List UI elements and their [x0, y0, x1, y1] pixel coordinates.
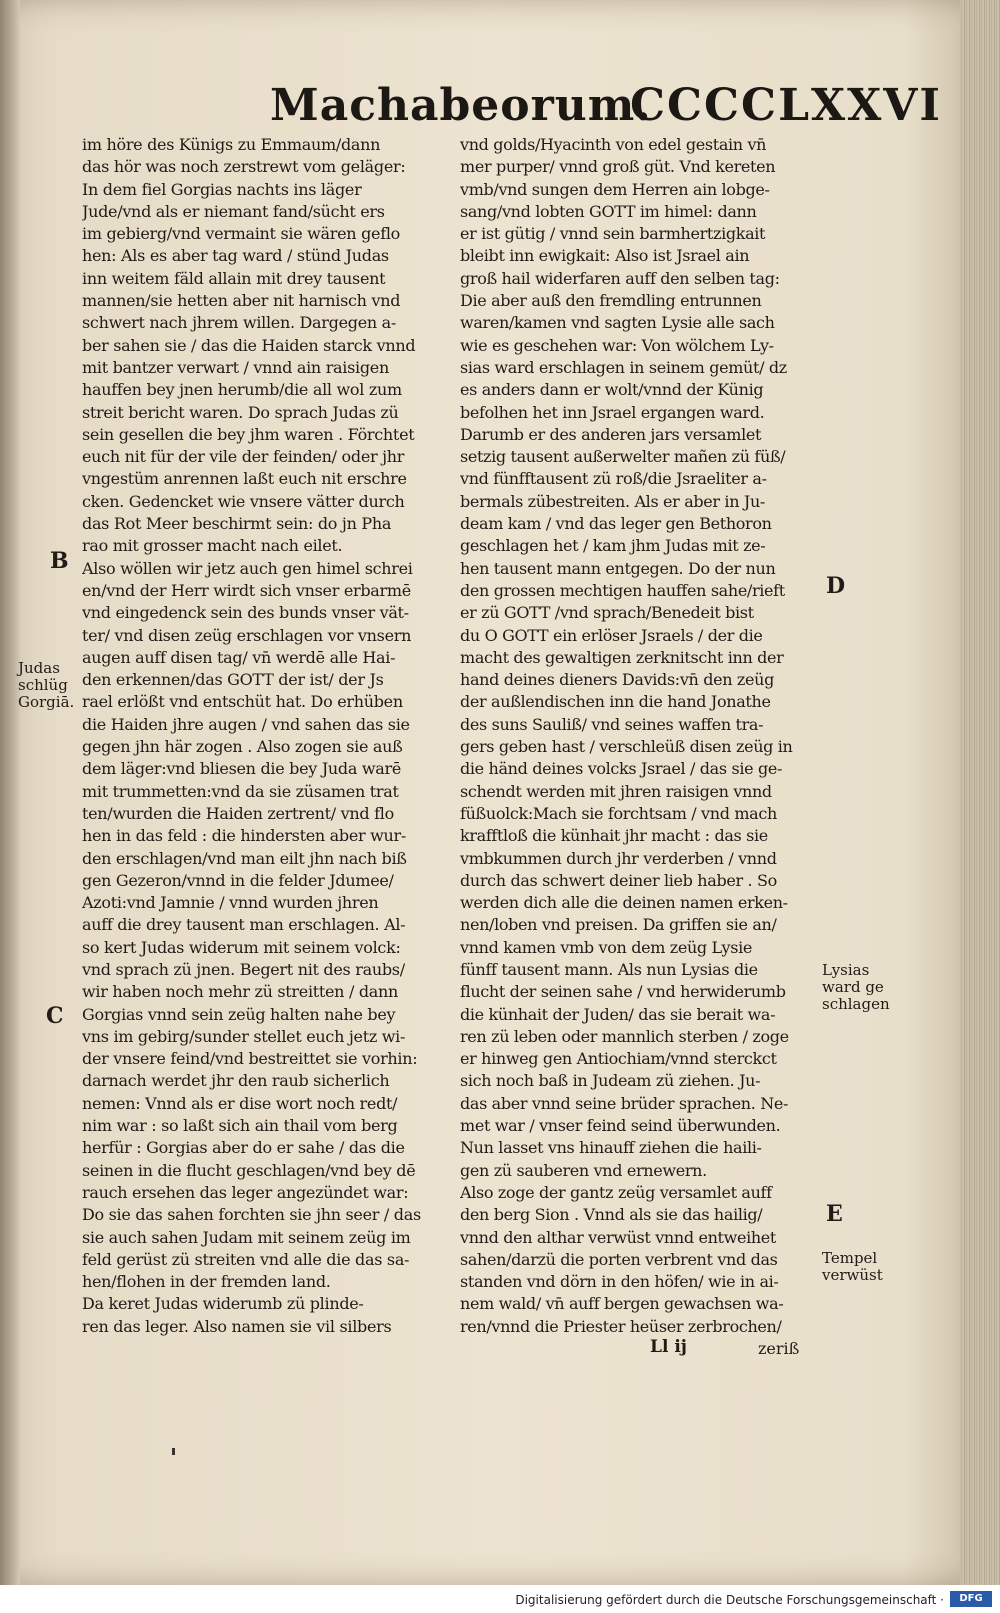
- page-stack-edge: [960, 0, 1000, 1585]
- text-line: groß hail widerfaren auff den selben tag:: [460, 268, 780, 288]
- text-line: Do sie das sahen forchten sie jhn seer / das: [82, 1205, 421, 1225]
- footer-credit: Digitalisierung gefördert durch die Deutsche Forschungsgemeinschaft ·: [515, 1593, 944, 1607]
- text-line: hen tausent mann entgegen. Do der nun: [460, 558, 776, 578]
- section-mark-b: B: [50, 548, 69, 574]
- text-line: er ist gütig / vnnd sein barmhertzigkait: [460, 224, 766, 244]
- text-line: vnnd kamen vmb von dem zeüg Lysie: [460, 937, 752, 957]
- text-line: ren/vnnd die Priester heüser zerbrochen/: [460, 1316, 782, 1336]
- text-line: gen Gezeron/vnnd in die felder Jdumee/: [82, 870, 394, 890]
- text-line: so kert Judas widerum mit seinem volck:: [82, 937, 401, 957]
- text-line: du O GOTT ein erlöser Jsraels / der die: [460, 625, 763, 645]
- text-line: ter/ vnd disen zeüg erschlagen vor vnsern: [82, 625, 412, 645]
- margin-note-line: verwüst: [822, 1266, 883, 1284]
- text-line: den erschlagen/vnd man eilt jhn nach biß: [82, 848, 407, 868]
- section-mark-e: E: [826, 1201, 843, 1227]
- text-line: feld gerüst zü streiten vnd alle die das sa-: [82, 1249, 410, 1269]
- text-line: sang/vnd lobten GOTT im himel: dann: [460, 201, 757, 221]
- text-line: die künhait der Juden/ das sie berait wa-: [460, 1004, 776, 1024]
- running-title: Machabeorum.: [270, 80, 652, 131]
- text-line: en/vnd der Herr wirdt sich vnser erbarmē: [82, 580, 411, 600]
- text-line: vnd sprach zü jnen. Begert nit des raubs/: [82, 959, 405, 979]
- text-line: werden dich alle die deinen namen erken-: [460, 893, 788, 913]
- text-line: Nun lasset vns hinauff ziehen die haili-: [460, 1138, 762, 1158]
- text-line: standen vnd dörn in den höfen/ wie in ai-: [460, 1272, 779, 1292]
- margin-note-line: ward ge: [822, 978, 884, 996]
- text-line: mannen/sie hetten aber nit harnisch vnd: [82, 291, 401, 311]
- text-line: vnd fünfftausent zü roß/die Jsraeliter a-: [460, 469, 767, 489]
- text-line: Jude/vnd als er niemant fand/sücht ers: [82, 201, 385, 221]
- text-line: vmb/vnd sungen dem Herren ain lobge-: [460, 179, 770, 199]
- text-line: das aber vnnd seine brüder sprachen. Ne-: [460, 1093, 789, 1113]
- ink-speck: [172, 1448, 175, 1455]
- text-line: schendt werden mit jhren raisigen vnnd: [460, 781, 772, 801]
- text-line: darnach werdet jhr den raub sicherlich: [82, 1071, 390, 1091]
- text-line: mer purper/ vnnd groß güt. Vnd kereten: [460, 157, 776, 177]
- margin-note-line: Gorgiā.: [18, 693, 75, 711]
- text-line: Also zoge der gantz zeüg versamlet auff: [460, 1182, 772, 1202]
- text-line: deam kam / vnd das leger gen Bethoron: [460, 514, 772, 534]
- section-mark-d: D: [826, 573, 846, 599]
- text-line: ren zü leben oder mannlich sterben / zoge: [460, 1026, 789, 1046]
- text-line: vmbkummen durch jhr verderben / vnnd: [460, 848, 777, 868]
- text-line: hauffen bey jnen herumb/die all wol zum: [82, 380, 402, 400]
- text-line: seinen in die flucht geschlagen/vnd bey dē: [82, 1160, 416, 1180]
- folio-number: CCCCLXXVI: [630, 80, 943, 131]
- dfg-logo: DFG: [950, 1591, 992, 1607]
- left-text-column: [82, 134, 452, 1338]
- text-line: gen zü sauberen vnd ernewern.: [460, 1160, 707, 1180]
- text-line: waren/kamen vnd sagten Lysie alle sach: [460, 313, 775, 333]
- text-line: ber sahen sie / das die Haiden starck vnnd: [82, 335, 416, 355]
- text-line: Gorgias vnnd sein zeüg halten nahe bey: [82, 1004, 396, 1024]
- text-line: bermals zübestreiten. Als er aber in Ju-: [460, 491, 765, 511]
- text-line: dem läger:vnd bliesen die bey Juda warē: [82, 759, 402, 779]
- text-line: hand deines dieners Davids:vn̄ den zeüg: [460, 670, 774, 690]
- signature-mark: Ll ij: [650, 1337, 687, 1357]
- margin-note-judas: [18, 660, 78, 711]
- text-line: ren das leger. Also namen sie vil silbers: [82, 1316, 392, 1336]
- text-line: herfür : Gorgias aber do er sahe / das die: [82, 1138, 405, 1158]
- text-line: streit bericht waren. Do sprach Judas zü: [82, 402, 399, 422]
- text-line: vngestüm anrennen laßt euch nit erschre: [82, 469, 407, 489]
- text-line: vnd golds/Hyacinth von edel gestain vn̄: [460, 135, 767, 154]
- text-line: rael erlößt vnd entschüt hat. Do erhüben: [82, 692, 403, 712]
- text-line: rauch ersehen das leger angezündet war:: [82, 1182, 409, 1202]
- text-line: durch das schwert deiner lieb haber . So: [460, 870, 777, 890]
- text-line: met war / vnser feind seind überwunden.: [460, 1116, 781, 1136]
- text-line: hen: Als es aber tag ward / stünd Judas: [82, 246, 389, 266]
- text-line: die Haiden jhre augen / vnd sahen das sie: [82, 714, 410, 734]
- text-line: der außlendischen inn die hand Jonathe: [460, 692, 771, 712]
- section-mark-c: C: [46, 1003, 64, 1029]
- text-line: mit trummetten:vnd da sie züsamen trat: [82, 781, 399, 801]
- text-line: Also wöllen wir jetz auch gen himel schrei: [82, 558, 413, 578]
- right-text-column: [460, 134, 840, 1338]
- text-line: er hinweg gen Antiochiam/vnnd sterckct: [460, 1049, 777, 1069]
- text-line: vnnd den althar verwüst vnnd entweihet: [460, 1227, 776, 1247]
- text-line: hen/flohen in der fremden land.: [82, 1272, 331, 1292]
- text-line: die händ deines volcks Jsrael / das sie ge-: [460, 759, 783, 779]
- text-line: Die aber auß den fremdling entrunnen: [460, 291, 762, 311]
- text-line: Darumb er des anderen jars versamlet: [460, 424, 762, 444]
- text-line: des suns Sauliß/ vnd seines waffen tra-: [460, 714, 764, 734]
- text-line: fünff tausent mann. Als nun Lysias die: [460, 959, 758, 979]
- margin-note-lysias: [822, 962, 892, 1013]
- text-line: auff die drey tausent man erschlagen. Al-: [82, 915, 406, 935]
- text-line: den berg Sion . Vnnd als sie das hailig/: [460, 1205, 763, 1225]
- margin-note-line: schlüg: [18, 676, 68, 694]
- text-line: hen in das feld : die hindersten aber wur-: [82, 826, 407, 846]
- text-line: den grossen mechtigen hauffen sahe/rieft: [460, 580, 785, 600]
- margin-note-line: schlagen: [822, 995, 890, 1013]
- text-line: augen auff disen tag/ vn̄ werdē alle Hai-: [82, 647, 396, 667]
- text-line: rao mit grosser macht nach eilet.: [82, 536, 343, 556]
- digitization-footer: [0, 1585, 1000, 1613]
- text-line: gegen jhn här zogen . Also zogen sie auß: [82, 737, 403, 757]
- text-line: cken. Gedencket wie vnsere vätter durch: [82, 491, 405, 511]
- margin-note-line: Tempel: [822, 1249, 878, 1267]
- text-line: sahen/darzü die porten verbrent vnd das: [460, 1249, 778, 1269]
- text-line: bleibt inn ewigkait: Also ist Jsrael ain: [460, 246, 750, 266]
- text-line: im gebierg/vnd vermaint sie wären geflo: [82, 224, 400, 244]
- margin-note-line: Lysias: [822, 961, 870, 979]
- text-line: nem wald/ vn̄ auff bergen gewachsen wa-: [460, 1294, 784, 1314]
- text-line: gers geben hast / verschleüß disen zeüg in: [460, 737, 793, 757]
- text-line: flucht der seinen sahe / vnd herwiderumb: [460, 982, 786, 1002]
- text-line: Azoti:vnd Jamnie / vnnd wurden jhren: [82, 893, 379, 913]
- margin-note-line: Judas: [18, 659, 60, 677]
- catchword: zeriß: [758, 1339, 800, 1358]
- text-line: vnd eingedenck sein des bunds vnser vät-: [82, 603, 409, 623]
- text-line: der vnsere feind/vnd bestreittet sie vorhin:: [82, 1049, 418, 1069]
- text-line: den erkennen/das GOTT der ist/ der Js: [82, 670, 384, 690]
- text-line: ten/wurden die Haiden zertrent/ vnd flo: [82, 803, 394, 823]
- text-line: inn weitem fäld allain mit drey tausent: [82, 268, 386, 288]
- text-line: vns im gebirg/sunder stellet euch jetz wi-: [82, 1026, 406, 1046]
- text-line: nen/loben vnd preisen. Da griffen sie an/: [460, 915, 777, 935]
- text-line: In dem fiel Gorgias nachts ins läger: [82, 179, 362, 199]
- text-line: sie auch sahen Judam mit seinem zeüg im: [82, 1227, 411, 1247]
- text-line: wir haben noch mehr zü streitten / dann: [82, 982, 399, 1002]
- text-line: das hör was noch zerstrewt vom geläger:: [82, 157, 406, 177]
- text-line: befolhen het inn Jsrael ergangen ward.: [460, 402, 765, 422]
- text-line: im höre des Künigs zu Emmaum/dann: [82, 135, 381, 154]
- text-line: mit bantzer verwart / vnnd ain raisigen: [82, 357, 389, 377]
- text-line: sein gesellen die bey jhm waren . Förchtet: [82, 424, 415, 444]
- text-line: sich noch baß in Judeam zü ziehen. Ju-: [460, 1071, 761, 1091]
- text-line: Da keret Judas widerumb zü plinde-: [82, 1294, 364, 1314]
- margin-note-tempel: [822, 1250, 892, 1284]
- text-line: geschlagen het / kam jhm Judas mit ze-: [460, 536, 766, 556]
- text-line: das Rot Meer beschirmt sein: do jn Pha: [82, 514, 392, 534]
- text-line: macht des gewaltigen zerknitscht inn der: [460, 647, 784, 667]
- previous-page-edge: [0, 0, 20, 1585]
- text-line: nim war : so laßt sich ain thail vom berg: [82, 1116, 398, 1136]
- text-line: sias ward erschlagen in seinem gemüt/ dz: [460, 357, 787, 377]
- text-line: nemen: Vnnd als er dise wort noch redt/: [82, 1093, 398, 1113]
- text-line: krafftloß die künhait jhr macht : das sie: [460, 826, 768, 846]
- text-line: wie es geschehen war: Von wölchem Ly-: [460, 335, 774, 355]
- text-line: er zü GOTT /vnd sprach/Benedeit bist: [460, 603, 754, 623]
- text-line: schwert nach jhrem willen. Dargegen a-: [82, 313, 397, 333]
- text-line: setzig tausent außerwelter mañen zü füß/: [460, 447, 786, 467]
- text-line: euch nit für der vile der feinden/ oder jhr: [82, 447, 405, 467]
- text-line: es anders dann er wolt/vnnd der Künig: [460, 380, 764, 400]
- text-line: füßuolck:Mach sie forchtsam / vnd mach: [460, 803, 777, 823]
